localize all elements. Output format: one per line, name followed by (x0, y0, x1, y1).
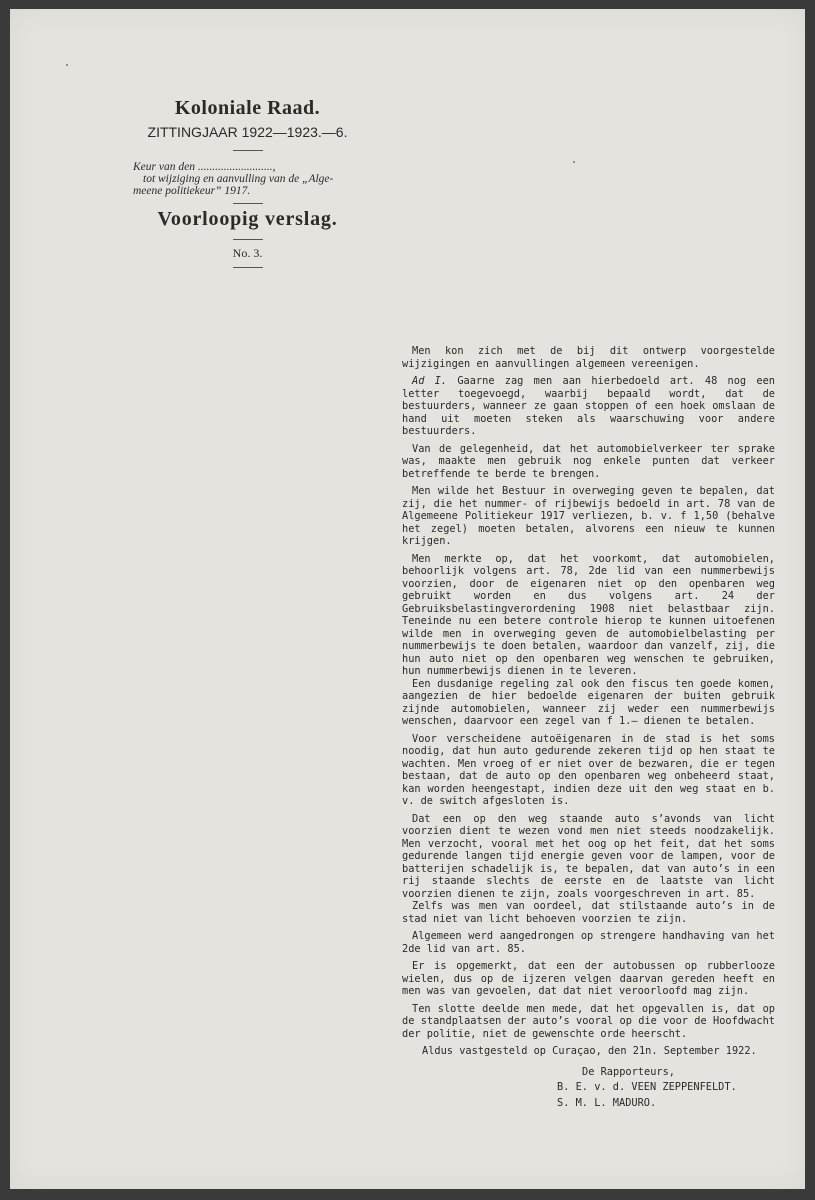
closing-line: Aldus vastgesteld op Curaçao, den 21n. September 1922. (422, 1045, 757, 1057)
paragraph: Van de gelegenheid, dat het automobielverkeer ter sprake was, maakte men gebruik nog enkele punten dat verkeer betreffende te berde te brengen. (402, 442, 775, 480)
bill-description-line: Keur van den .........................., (133, 161, 276, 173)
paragraph: Dat een op den weg staande auto s’avonds van licht voorzien dient te wezen vond men niet steeds noodzakelijk. Men verzocht, vooral met het oog op het feit, dat het soms gedurende langen tijd energie geven voor de lampen, voor de batterijen schadelijk is, te bepalen, dat van auto’s in een rij staande slechts de eerste en de laatste van licht voorzien dienen te zijn, zoals voorgeschreven in art. 85. (402, 812, 775, 900)
paragraph-label: Ad I. (412, 375, 448, 387)
divider (233, 267, 263, 268)
divider (233, 150, 263, 151)
session-year: ZITTINGJAAR 1922—1923.—6. (147, 124, 348, 140)
divider (233, 203, 263, 204)
paragraph: Voor verscheidene autoëigenaren in de stad is het soms noodig, dat hun auto gedurende zekeren tijd op hen staat te wachten. Men vroeg of er niet over de bezwaren, die er tegen bestaan, dat de auto op den openbaren weg onbeheerd staat, kan worden heengestapt, indien deze uit den weg staat en b. v. de switch afgesloten is. (402, 732, 775, 807)
paragraph: Ten slotte deelde men mede, dat het opgevallen is, dat op de standplaatsen der auto’s vooral op die voor de Hoofdwacht der politie, niet de gewenschte orde heerscht. (402, 1002, 775, 1040)
bill-description-line: tot wijziging en aanvulling van de „Alge- (143, 173, 334, 185)
rapporteurs-label: De Rapporteurs, (582, 1065, 675, 1078)
paragraph: Een dusdanige regeling zal ook den fiscus ten goede komen, aangezien de hier bedoelde eigenaren der buiten gebruik zijnde automobielen, wanneer zij weder een nummerbewijs wenschen, daarvoor een zegel van f 1.— dienen te betalen. (402, 677, 775, 727)
paragraph: Men wilde het Bestuur in overweging geven te bepalen, dat zij, die het nummer- of rijbewijs bedoeld in art. 78 van de Algemeene Politiekeur 1917 verliezen, b. v. f 1,50 (behalve het zegel) moeten betalen, alvorens een nieuw te kunnen krijgen. (402, 485, 775, 547)
signer-name: S. M. L. MADURO. (557, 1096, 657, 1109)
report-title: Voorloopig verslag. (157, 208, 338, 230)
divider (233, 239, 263, 240)
speck (66, 64, 68, 66)
paragraph: Zelfs was men van oordeel, dat stilstaande auto’s in de stad niet van licht behoeven voorzien te zijn. (402, 900, 775, 925)
document-page (10, 9, 805, 1189)
document-number: No. 3. (232, 246, 263, 260)
paragraph: Men kon zich met de bij dit ontwerp voorgestelde wijzigingen en aanvullingen algemeen vereenigen. (402, 345, 775, 370)
paragraph: Algemeen werd aangedrongen op strengere handhaving van het 2de lid van art. 85. (402, 930, 775, 955)
signer-name: B. E. v. d. VEEN ZEPPENFELDT. (557, 1081, 737, 1093)
bill-description-line: meene politiekeur” 1917. (133, 185, 251, 197)
speck (573, 161, 575, 163)
paragraph: Er is opgemerkt, dat een der autobussen op rubberlooze wielen, dus op de ijzeren velgen daarvan gereden heeft en men was van gevoelen, dat dat niet veroorloofd mag zijn. (402, 960, 775, 997)
report-body (402, 345, 775, 1109)
paragraph: Men merkte op, dat het voorkomt, dat automobielen, behoorlijk volgens art. 78, 2de lid van een nummerbewijs voorzien, door de eigenaren niet op den openbaren weg gebruikt worden en dus volgens art. 24 der Gebruiksbelastingverordening 1908 niet belastbaar zijn. Teneinde nu een betere controle hierop te kunnen uitoefenen wilde men in overweging geven de automobielbelasting per nummerbewijs te doen betalen, waardoor dan vanzelf, zij, die hun auto niet op den openbaren weg wenschen te gebruiken, hun nummerbewijs dienen in te leveren. (402, 552, 775, 677)
paragraph-text: Gaarne zag men aan hierbedoeld art. 48 nog een letter toegevoegd, waarbij bepaald wordt, dat de bestuurders, wanneer ze gaan stoppen of een hoek omslaan de hand uit moeten steken als waarschuwing voor andere bestuurders. (402, 375, 775, 437)
council-title: Koloniale Raad. (174, 97, 321, 119)
paragraph (402, 375, 775, 438)
document-header (115, 97, 380, 278)
bill-description (115, 161, 380, 197)
